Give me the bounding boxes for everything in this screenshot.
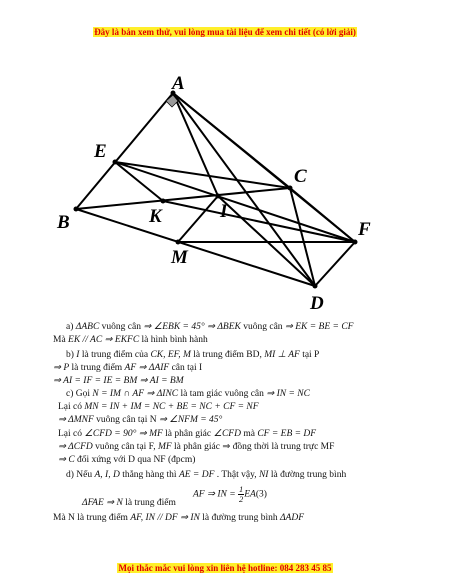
- label-D: D: [310, 293, 324, 314]
- label-A: A: [172, 73, 185, 94]
- point-K: [161, 199, 166, 204]
- point-M: [176, 240, 181, 245]
- line-c4: Lại có ∠CFD = 90° ⇒ MF là phân giác ∠CFD mà CF = EB = DF: [58, 429, 317, 439]
- line-b1: b) I là trung điểm của CK, EF, M là trung điểm BD, MI ⊥ AF tại P: [66, 350, 320, 360]
- line-c1: c) Gọi N = IM ∩ AF ⇒ ΔINC là tam giác vuông cân ⇒ IN = NC: [66, 389, 310, 399]
- segment-AD: [173, 93, 315, 286]
- point-B: [74, 207, 79, 212]
- line-c6: ⇒ C đối xứng với D qua NF (đpcm): [58, 455, 196, 465]
- point-D: [313, 284, 318, 289]
- line-d3: ΔFAE ⇒ N là trung điểm: [82, 498, 176, 508]
- segment-FD: [315, 242, 355, 286]
- label-I: I: [220, 201, 228, 222]
- segment-AF: [173, 93, 355, 242]
- label-B: B: [57, 212, 70, 233]
- segment-MI: [178, 196, 218, 242]
- point-C: [288, 186, 293, 191]
- line-b3: ⇒ AI = IF = IE = BM ⇒ AI = BM: [53, 376, 184, 386]
- label-K: K: [149, 206, 162, 227]
- line-d1: d) Nếu A, I, D thẳng hàng thì AE = DF . Thật vậy, NI là đường trung bình: [66, 470, 347, 480]
- line-a1: a) ΔABC vuông cân ⇒ ∠EBK = 45° ⇒ ΔBEK vuông cân ⇒ EK = BE = CF: [66, 322, 354, 332]
- label-E: E: [94, 141, 107, 162]
- segment-CD: [290, 188, 315, 286]
- fraction-one-half: $\frac{1}{2}$: [238, 484, 244, 504]
- preview-notice: Đây là bản xem thử, vui lòng mua tài liệu để xem chi tiết (có lời giải): [94, 27, 356, 37]
- label-C: C: [294, 166, 307, 187]
- line-d4: Mà N là trung điểm AF, IN // DF ⇒ IN là đường trung bình ΔADF: [53, 513, 305, 523]
- point-E: [113, 160, 118, 165]
- label-F: F: [358, 219, 371, 240]
- point-I: [216, 194, 221, 199]
- line-d2: AF ⇒ IN = $\frac{1}{2}$ EA(3): [193, 484, 267, 504]
- point-F: [353, 240, 358, 245]
- segment-AB: [76, 93, 173, 209]
- hotline-footer: Mọi thắc mắc vui lòng xin liên hệ hotline: 084 283 45 85: [118, 563, 332, 573]
- line-c3: ⇒ ΔMNF vuông cân tại N ⇒ ∠NFM = 45°: [58, 415, 223, 425]
- line-b2: ⇒ P là trung điểm AF ⇒ ΔAIF cân tại I: [53, 363, 203, 373]
- line-c5: ⇒ ΔCFD vuông cân tại F, MF là phân giác ⇒ đồng thời là trung trực MF: [58, 442, 335, 452]
- line-a2: Mà EK // AC ⇒ EKFC là hình bình hành: [53, 335, 208, 345]
- geometry-figure: [0, 60, 450, 320]
- label-M: M: [171, 247, 188, 268]
- segment-KF: [163, 201, 355, 242]
- line-c2: Lại có MN = IN + IM = NC + BE = NC + CF = NF: [58, 402, 259, 412]
